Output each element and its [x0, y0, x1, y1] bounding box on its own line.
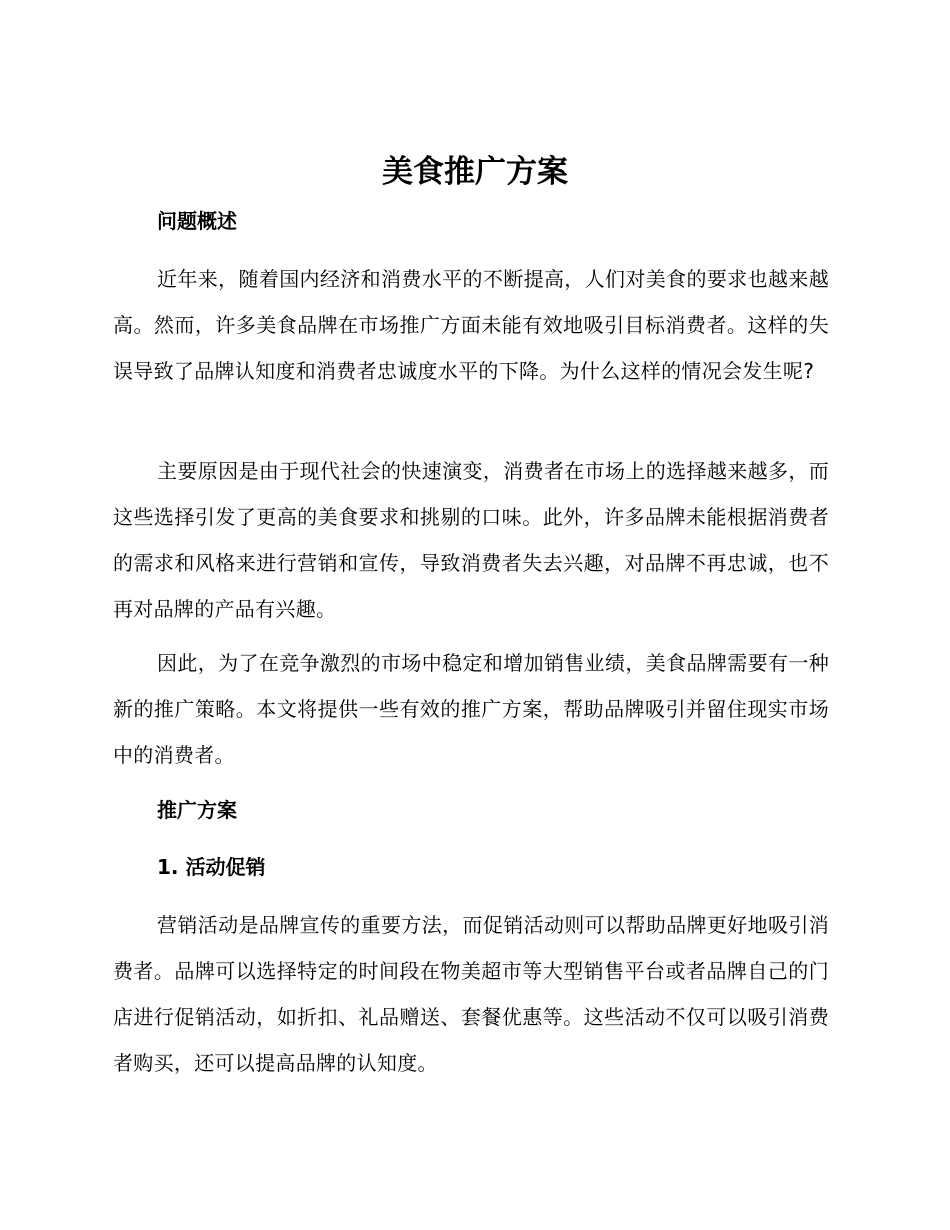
document-title: 美食推广方案 [382, 154, 568, 190]
overview-paragraph-3: 因此，为了在竞争激烈的市场中稳定和增加销售业绩，美食品牌需要有一种新的推广策略。本文将提供一些有效的推广方案，帮助品牌吸引并留住现实市场中的消费者。 [113, 651, 829, 767]
section-heading-overview: 问题概述 [157, 209, 237, 233]
overview-paragraph-1: 近年来，随着国内经济和消费水平的不断提高，人们对美食的要求也越来越高。然而，许多美食品牌在市场推广方面未能有效地吸引目标消费者。这样的失误导致了品牌认知度和消费者忠诚度水平的下降。为什么这样的情况会发生呢? [113, 267, 829, 383]
promotion-paragraph: 营销活动是品牌宣传的重要方法，而促销活动则可以帮助品牌更好地吸引消费者。品牌可以选择特定的时间段在物美超市等大型销售平台或者品牌自己的门店进行促销活动，如折扣、礼品赠送、套餐优惠等。这些活动不仅可以吸引消费者购买，还可以提高品牌的认知度。 [113, 913, 829, 1075]
subsection-heading-promotion: 1. 活动促销 [157, 855, 266, 879]
section-heading-plan: 推广方案 [157, 798, 237, 822]
overview-paragraph-2: 主要原因是由于现代社会的快速演变，消费者在市场上的选择越来越多，而这些选择引发了更高的美食要求和挑剔的口味。此外，许多品牌未能根据消费者的需求和风格来进行营销和宣传，导致消费者失去兴趣，对品牌不再忠诚，也不再对品牌的产品有兴趣。 [113, 459, 829, 621]
